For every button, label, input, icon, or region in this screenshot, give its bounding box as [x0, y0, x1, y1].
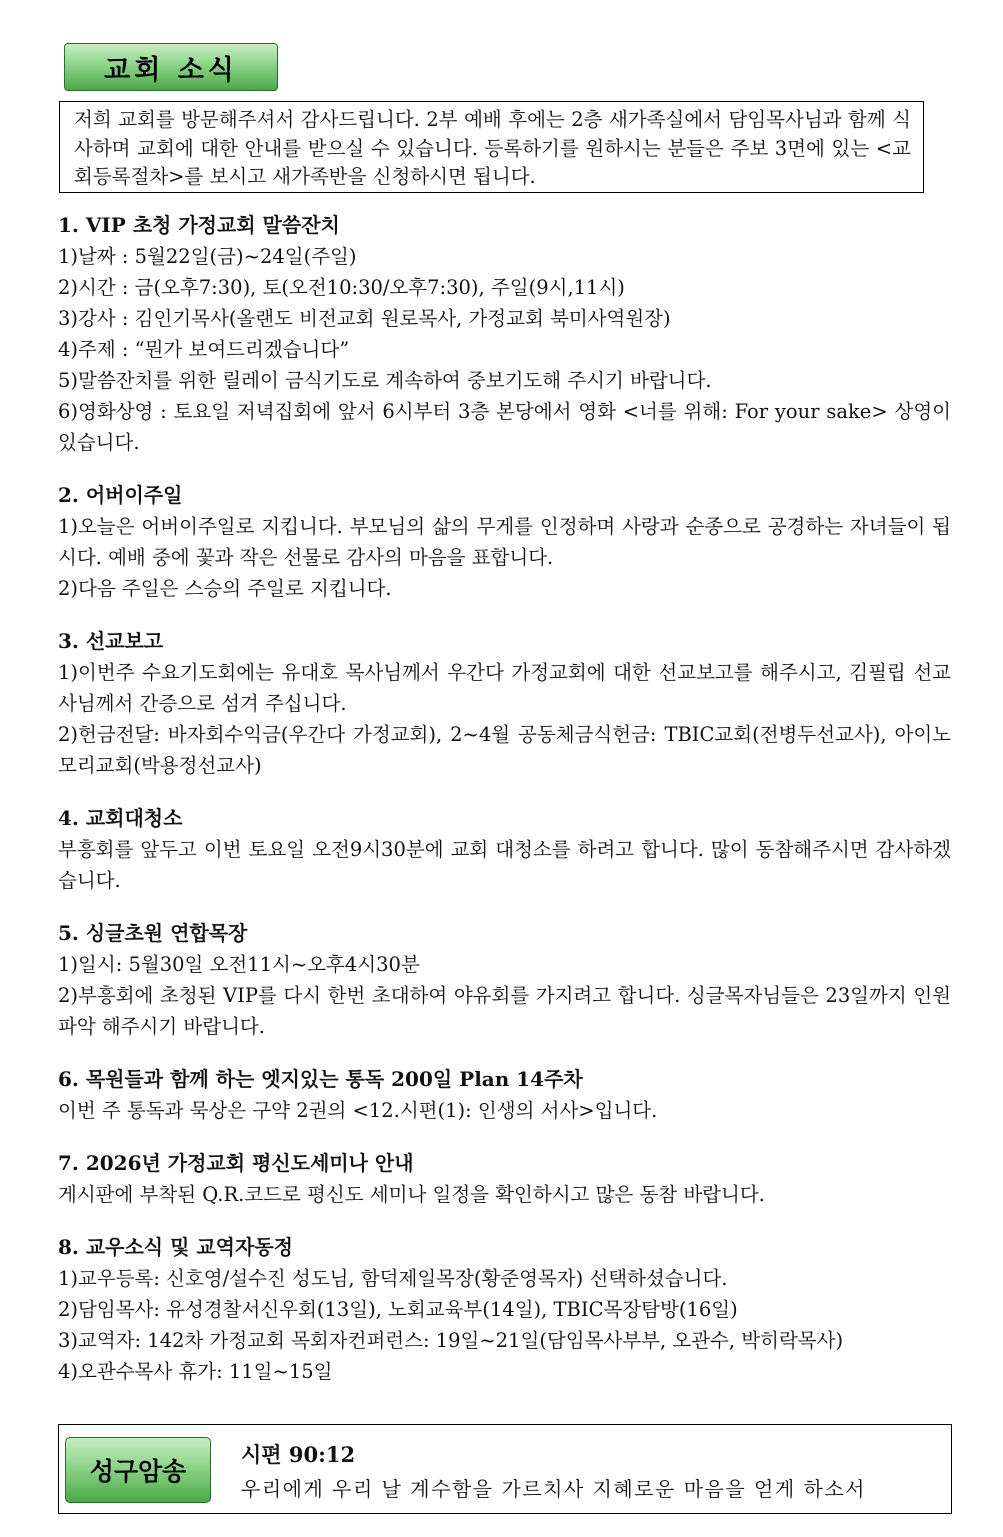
church-news-badge: 교회 소식 — [64, 43, 278, 91]
announcement-mission-report — [58, 626, 951, 781]
section-title: 7. 2026년 가정교회 평신도세미나 안내 — [58, 1151, 414, 1175]
section-title: 1. VIP 초청 가정교회 말씀잔치 — [58, 213, 340, 237]
announcement-line: 1)일시: 5월30일 오전11시~오후4시30분 — [58, 953, 420, 976]
verse-text: 우리에게 우리 날 계수함을 가르치사 지혜로운 마음을 얻게 하소서 — [241, 1477, 866, 1501]
announcement-line: 3)교역자: 142차 가정교회 목회자컨퍼런스: 19일~21일(담임목사부부, 오관수, 박히락목사) — [58, 1329, 844, 1352]
announcement-line: 5)말씀잔치를 위한 릴레이 금식기도로 계속하여 중보기도해 주시기 바랍니다. — [58, 369, 712, 392]
announcement-line: 1)오늘은 어버이주일로 지킵니다. 부모님의 삶의 무게를 인정하며 사랑과 순종으로 공경하는 자녀들이 됩시다. 예배 중에 꽃과 작은 선물로 감사의 마음을 표합니다. — [58, 515, 951, 569]
announcement-vip-revival — [58, 210, 951, 458]
announcement-church-cleaning — [58, 803, 951, 896]
announcement-line: 1)날짜 : 5월22일(금)~24일(주일) — [58, 245, 357, 268]
announcement-parents-day — [58, 480, 951, 604]
announcement-line: 4)오관수목사 휴가: 11일~15일 — [58, 1360, 333, 1383]
section-title: 8. 교우소식 및 교역자동정 — [58, 1235, 293, 1259]
announcement-line: 2)시간 : 금(오후7:30), 토(오전10:30/오후7:30), 주일(9시,11시) — [58, 276, 625, 299]
announcement-line: 부흥회를 앞두고 이번 토요일 오전9시30분에 교회 대청소를 하려고 합니다. 많이 동참해주시면 감사하겠습니다. — [58, 838, 951, 892]
section-title: 2. 어버이주일 — [58, 483, 183, 507]
announcement-bible-reading — [58, 1064, 951, 1126]
announcement-line: 3)강사 : 김인기목사(올랜도 비전교회 원로목사, 가정교회 북미사역원장) — [58, 307, 671, 330]
announcement-lay-seminar — [58, 1148, 951, 1210]
verse-reference: 시편 90:12 — [241, 1442, 356, 1467]
announcement-line: 2)헌금전달: 바자회수익금(우간다 가정교회), 2~4월 공동체금식헌금: TBIC교회(전병두선교사), 아이노모리교회(박용정선교사) — [58, 723, 951, 777]
announcement-line: 6)영화상영 : 토요일 저녁집회에 앞서 6시부터 3층 본당에서 영화 <너를 위해: For your sake> 상영이 있습니다. — [58, 400, 951, 454]
announcement-line: 이번 주 통독과 묵상은 구약 2권의 <12.시편(1): 인생의 서사>입니다. — [58, 1099, 658, 1122]
announcement-line: 1)이번주 수요기도회에는 유대호 목사님께서 우간다 가정교회에 대한 선교보고를 해주시고, 김필립 선교사님께서 간증으로 섬겨 주십니다. — [58, 661, 951, 715]
memory-verse-badge: 성구암송 — [65, 1437, 211, 1503]
announcement-singles-meeting — [58, 918, 951, 1042]
announcement-line: 게시판에 부착된 Q.R.코드로 평신도 세미나 일정을 확인하시고 많은 동참 바랍니다. — [58, 1183, 765, 1206]
announcement-member-news — [58, 1232, 951, 1387]
section-title: 5. 싱글초원 연합목장 — [58, 921, 248, 945]
welcome-notice: 저희 교회를 방문해주셔서 감사드립니다. 2부 예배 후에는 2층 새가족실에서 담임목사님과 함께 식사하며 교회에 대한 안내를 받으실 수 있습니다. 등록하기를 원하시는 분들은 주보 3면에 있는 <교회등록절차>를 보시고 새가족반을 신청하시면 됩니다. — [59, 101, 924, 193]
announcement-line: 4)주제 : “뭔가 보여드리겠습니다” — [58, 338, 350, 361]
section-title: 3. 선교보고 — [58, 629, 164, 653]
memory-verse-box — [58, 1424, 952, 1514]
announcement-line: 2)담임목사: 유성경찰서신우회(13일), 노회교육부(14일), TBIC목장탐방(16일) — [58, 1298, 738, 1321]
announcement-line: 2)부흥회에 초청된 VIP를 다시 한번 초대하여 야유회를 가지려고 합니다. 싱글목자님들은 23일까지 인원파악 해주시기 바랍니다. — [58, 984, 951, 1038]
announcement-line: 1)교우등록: 신호영/설수진 성도님, 함덕제일목장(황준영목자) 선택하셨습니다. — [58, 1267, 728, 1290]
announcements — [58, 210, 951, 1409]
section-title: 4. 교회대청소 — [58, 806, 183, 830]
section-title: 6. 목원들과 함께 하는 엣지있는 통독 200일 Plan 14주차 — [58, 1067, 583, 1091]
announcement-line: 2)다음 주일은 스승의 주일로 지킵니다. — [58, 577, 392, 600]
